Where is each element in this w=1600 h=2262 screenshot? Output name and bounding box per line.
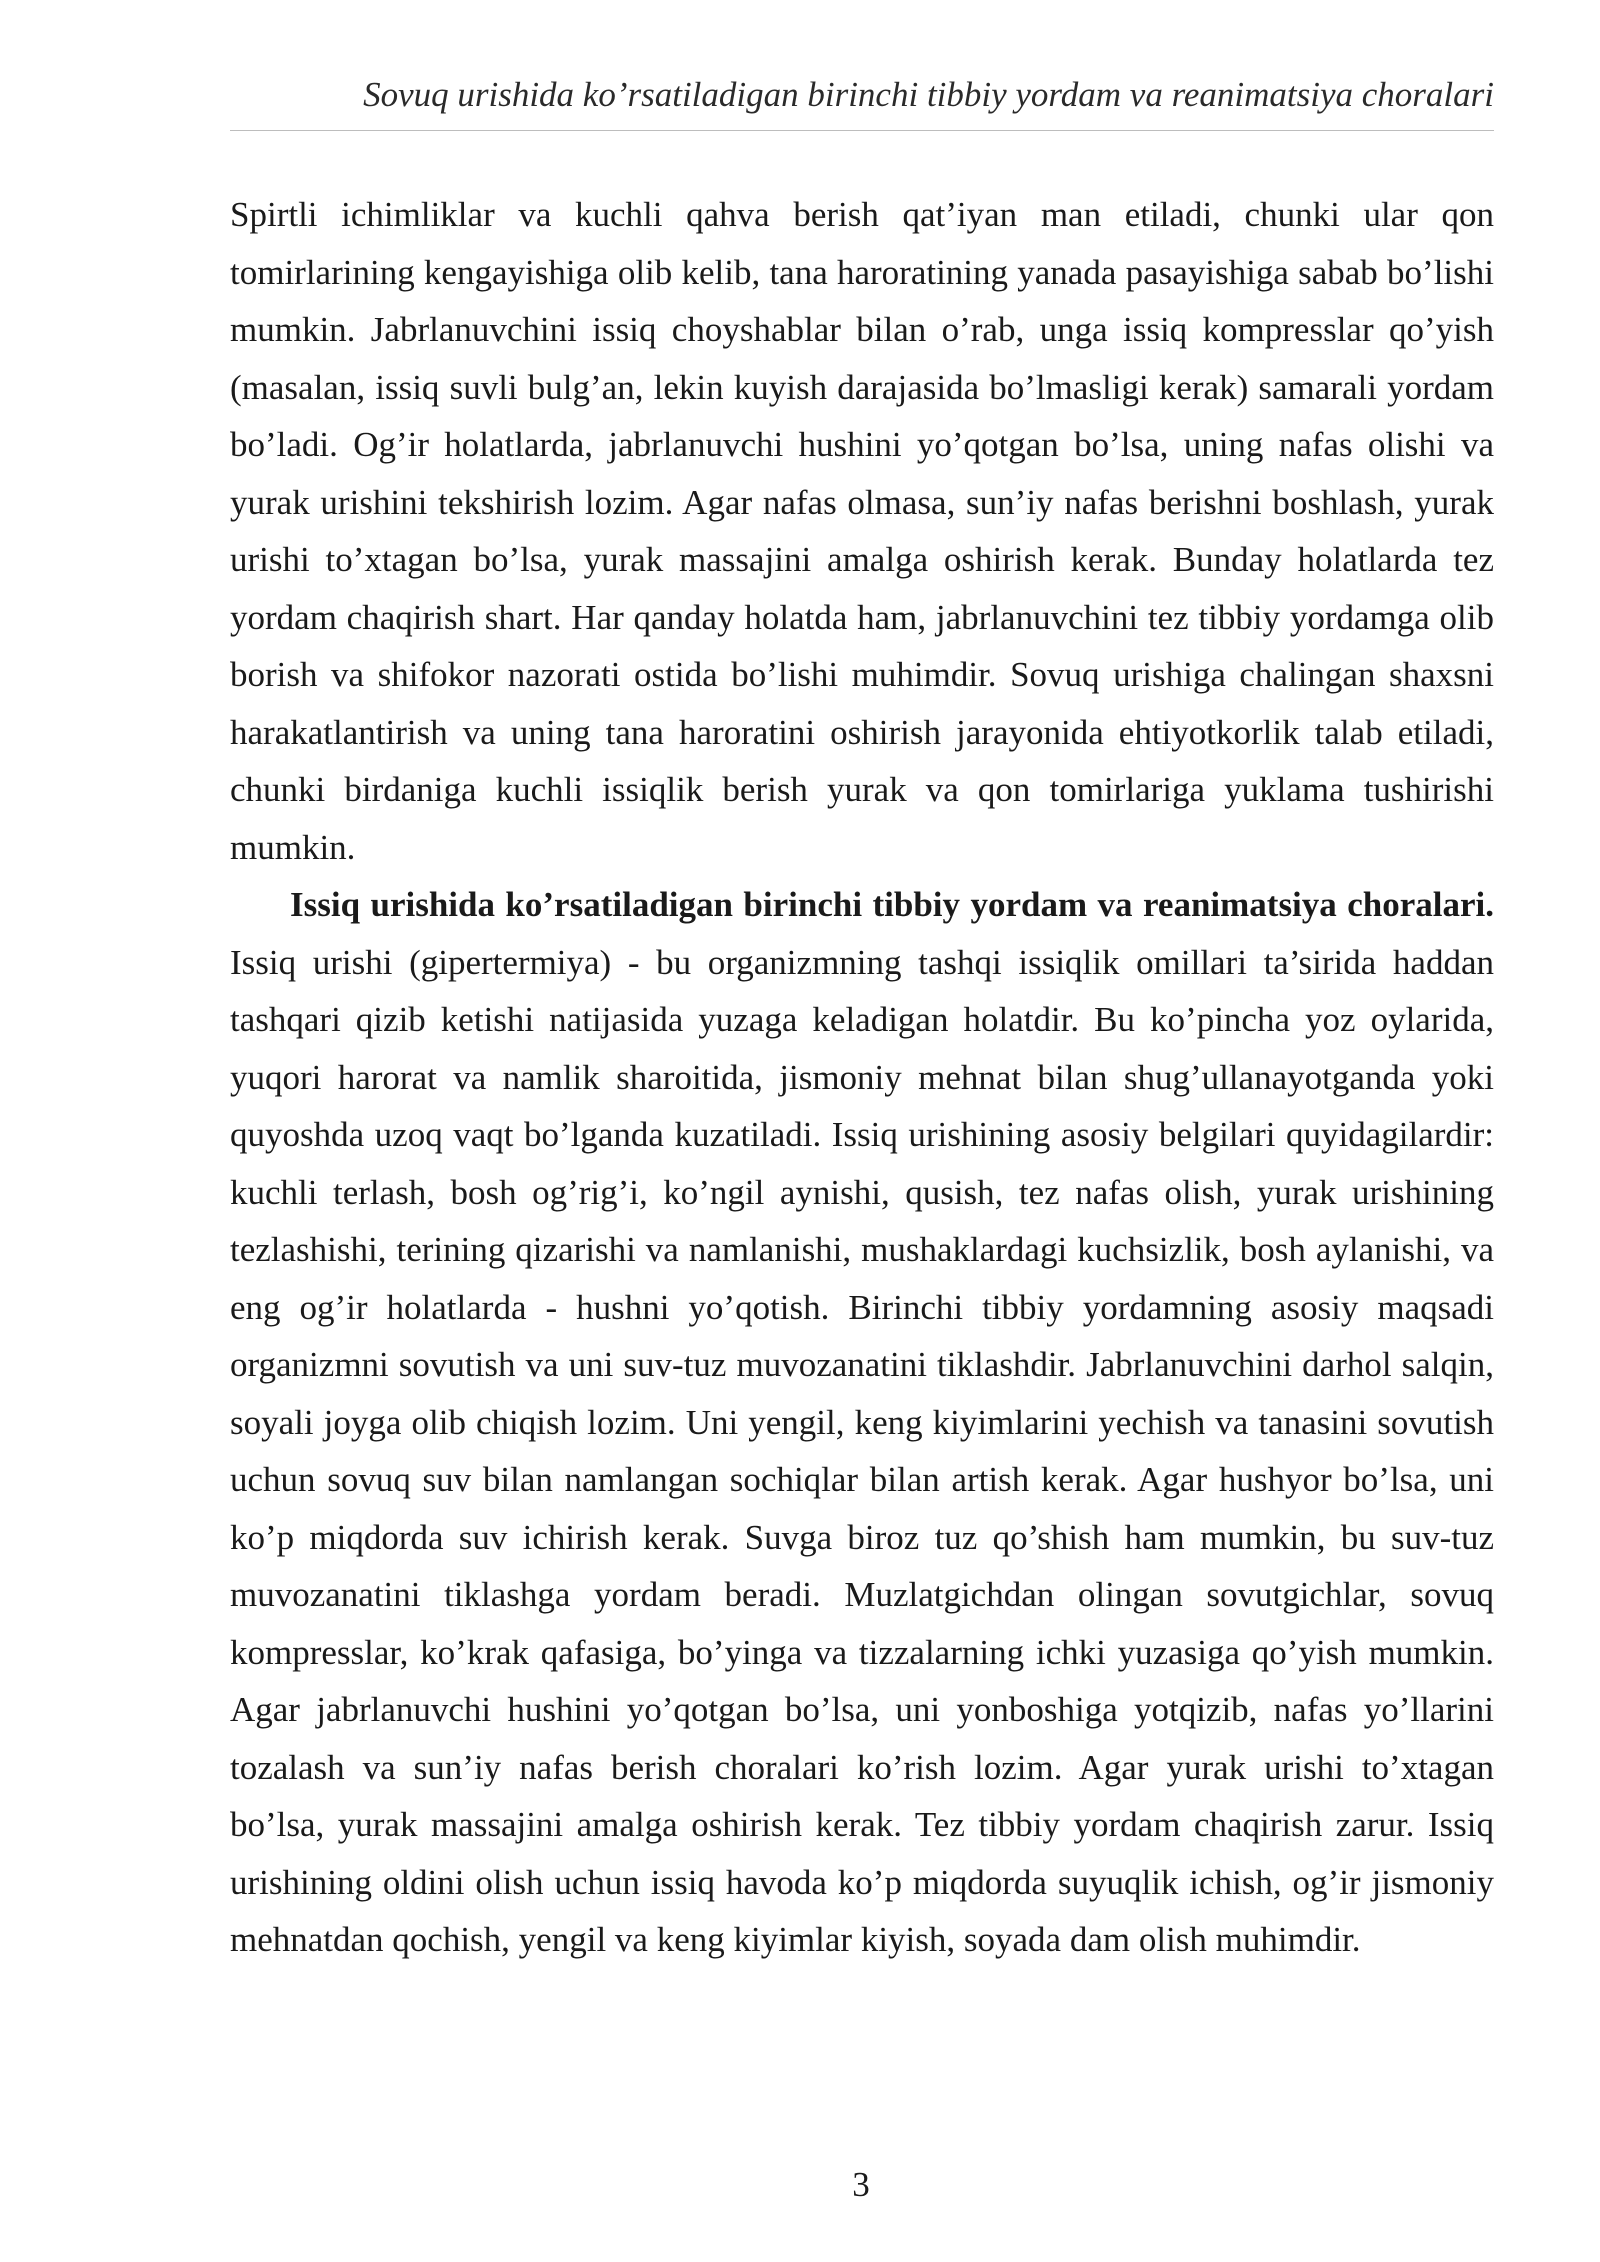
paragraph-heat-stroke: [230, 876, 1494, 1969]
section-heading-heat-stroke: Issiq urishida ko’rsatiladigan birinchi tibbiy yordam va reanimatsiya choralari.: [290, 885, 1494, 924]
paragraph-heat-stroke-text: Issiq urishi (gipertermiya) - bu organizmning tashqi issiqlik omillari ta’sirida haddan tashqari qizib ketishi natijasida yuzaga keladigan holatdir. Bu ko’pincha yoz oylarida, yuqori harorat va namlik sharoitida, jismoniy mehnat bilan shug’ullanayotganda yoki quyoshda uzoq vaqt bo’lganda kuzatiladi. Issiq urishining asosiy belgilari quyidagilardir: kuchli terlash, bosh og’rig’i, ko’ngil aynishi, qusish, tez nafas olish, yurak urishining tezlashishi, terining qizarishi va namlanishi, mushaklardagi kuchsizlik, bosh aylanishi, va eng og’ir holatlarda - hushni yo’qotish. Birinchi tibbiy yordamning asosiy maqsadi organizmni sovutish va uni suv-tuz muvozanatini tiklashdir. Jabrlanuvchini darhol salqin, soyali joyga olib chiqish lozim. Uni yengil, keng kiyimlarini yechish va tanasini sovutish uchun sovuq suv bilan namlangan sochiqlar bilan artish kerak. Agar hushyor bo’lsa, uni ko’p miqdorda suv ichirish kerak. Suvga biroz tuz qo’shish ham mumkin, bu suv-tuz muvozanatini tiklashga yordam beradi. Muzlatgichdan olingan sovutgichlar, sovuq kompresslar, ko’krak qafasiga, bo’yinga va tizzalarning ichki yuzasiga qo’yish mumkin. Agar jabrlanuvchi hushini yo’qotgan bo’lsa, uni yonboshiga yotqizib, nafas yo’llarini tozalash va sun’iy nafas berish choralari ko’rish lozim. Agar yurak urishi to’xtagan bo’lsa, yurak massajini amalga oshirish kerak. Tez tibbiy yordam chaqirish zarur. Issiq urishining oldini olish uchun issiq havoda ko’p miqdorda suyuqlik ichish, og’ir jismoniy mehnatdan qochish, yengil va keng kiyimlar kiyish, soyada dam olish muhimdir.: [230, 942, 1494, 1959]
page-number: 3: [852, 2165, 870, 2204]
paragraph-cold-injury-continuation: Spirtli ichimliklar va kuchli qahva berish qat’iyan man etiladi, chunki ular qon tomirlarining kengayishiga olib kelib, tana haroratining yanada pasayishiga sabab bo’lishi mumkin. Jabrlanuvchini issiq choyshablar bilan o’rab, unga issiq kompresslar qo’yish (masalan, issiq suvli bulg’an, lekin kuyish darajasida bo’lmasligi kerak) samarali yordam bo’ladi. Og’ir holatlarda, jabrlanuvchi hushini yo’qotgan bo’lsa, uning nafas olishi va yurak urishini tekshirish lozim. Agar nafas olmasa, sun’iy nafas berishni boshlash, yurak urishi to’xtagan bo’lsa, yurak massajini amalga oshirish kerak. Bunday holatlarda tez yordam chaqirish shart. Har qanday holatda ham, jabrlanuvchini tez tibbiy yordamga olib borish va shifokor nazorati ostida bo’lishi muhimdir. Sovuq urishiga chalingan shaxsni harakatlantirish va uning tana haroratini oshirish jarayonida ehtiyotkorlik talab etiladi, chunki birdaniga kuchli issiqlik berish yurak va qon tomirlariga yuklama tushirishi mumkin.: [230, 195, 1494, 867]
running-header: Sovuq urishida ko’rsatiladigan birinchi tibbiy yordam va reanimatsiya choralari: [230, 70, 1494, 131]
document-body: [230, 186, 1494, 1969]
